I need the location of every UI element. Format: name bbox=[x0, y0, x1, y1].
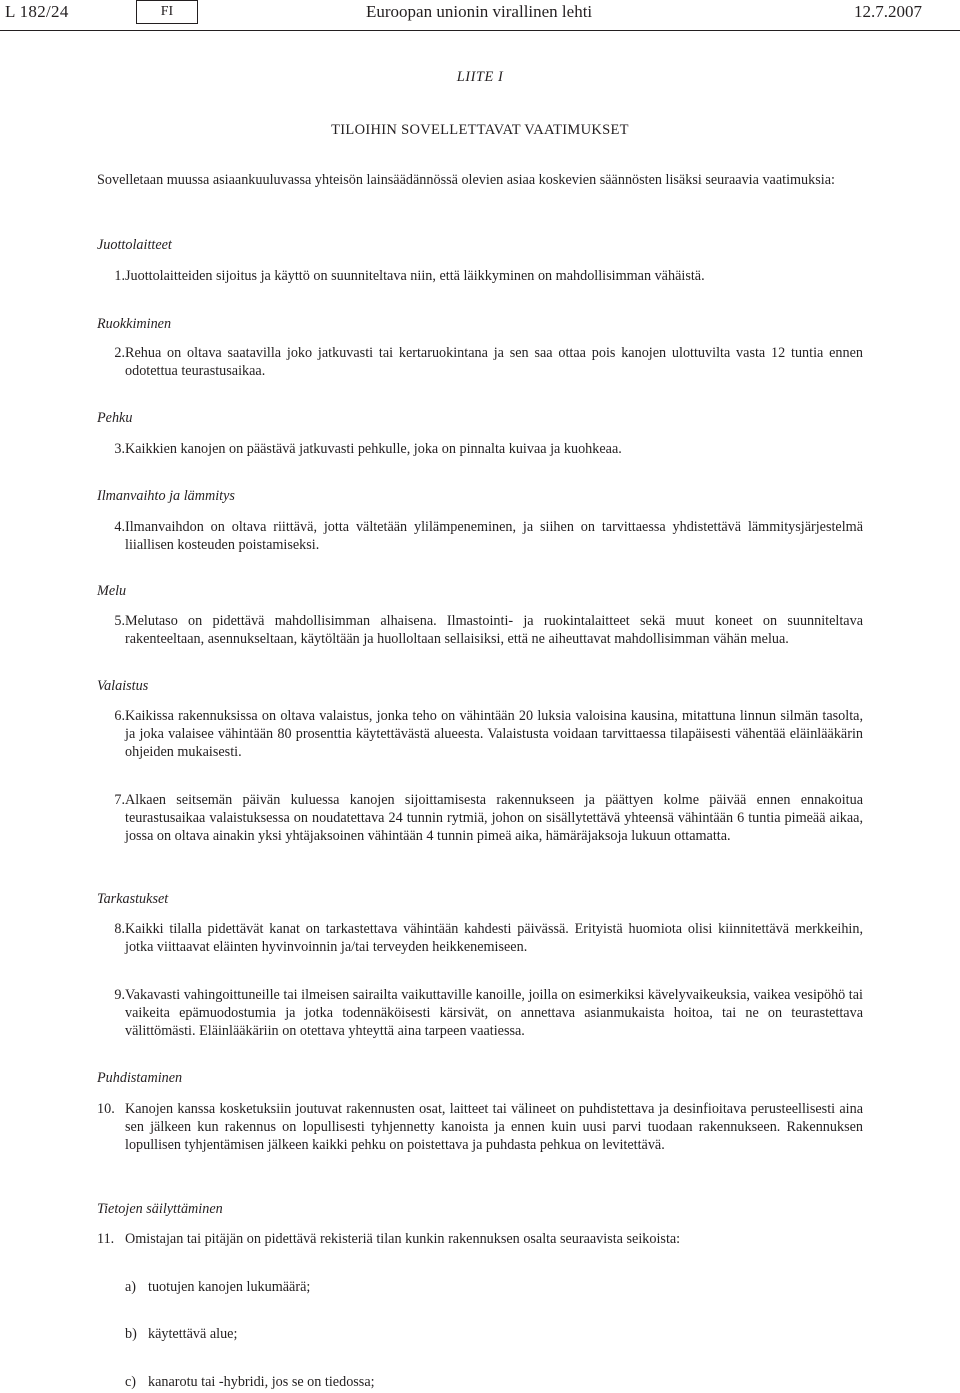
item-number: 3. bbox=[114, 441, 125, 457]
list-item bbox=[97, 344, 863, 380]
section-heading: Puhdistaminen bbox=[97, 1070, 183, 1086]
item-text: Vakavasti vahingoittuneille tai ilmeisen sairailta vaikuttaville kanoille, joilla on esimerkiksi kävelyvaikeuksia, vaikea vesipöhö tai vaikeita epämuodostumia ja jotka todennäköisesti kärsivät, on annettava asianmukaista hoitoa, tai ne on teurastettava välittömästi. Eläinlääkäriin on otettava yhteyttä aina tarpeen vaatiessa. bbox=[125, 987, 863, 1039]
section-heading: Melu bbox=[97, 583, 127, 599]
sub-item-label: a) bbox=[125, 1279, 137, 1295]
journal-title: Euroopan unionin virallinen lehti bbox=[366, 2, 593, 21]
item-text: Juottolaitteiden sijoitus ja käyttö on suunniteltava niin, että läikkyminen on mahdollisimman vähäistä. bbox=[125, 268, 705, 284]
page-reference: L 182/24 bbox=[5, 2, 69, 21]
list-item bbox=[97, 920, 863, 956]
item-text: Melutaso on pidettävä mahdollisimman alhaisena. Ilmastointi- ja ruokintalaitteet sekä muut koneet on suunniteltava rakenteeltaan, asennukseltaan, käytöltään ja huolloltaan sellaisiksi, että ne aiheuttavat mahdollisimman vähän melua. bbox=[125, 613, 863, 647]
item-number: 1. bbox=[114, 268, 125, 284]
item-number: 9. bbox=[114, 987, 125, 1003]
sub-item-label: b) bbox=[125, 1326, 137, 1342]
item-number: 2. bbox=[114, 345, 125, 361]
sub-list-item bbox=[125, 1325, 863, 1343]
sub-item-text: käytettävä alue; bbox=[148, 1326, 238, 1342]
item-number: 5. bbox=[114, 613, 125, 629]
sub-item-text: tuotujen kanojen lukumäärä; bbox=[148, 1279, 311, 1295]
item-number: 4. bbox=[114, 519, 125, 535]
page-header bbox=[0, 0, 960, 31]
list-item bbox=[97, 791, 863, 845]
annex-label: LIITE I bbox=[456, 69, 504, 85]
item-number: 11. bbox=[97, 1231, 115, 1247]
item-text: Kaikki tilalla pidettävät kanat on tarkastettava vähintään kahdesti päivässä. Erityistä huomiota olisi kiinnitettävä merkkeihin, jotka viittaavat eläinten hyvinvoinnin ja/tai terveyden heikkenemiseen. bbox=[125, 921, 863, 955]
item-text: Ilmanvaihdon on oltava riittävä, jotta vältetään ylilämpeneminen, ja siihen on tarvittaessa yhdistettävä lämmitysjärjestelmä liiallisen kosteuden poistamiseksi. bbox=[125, 519, 863, 553]
page-title: TILOIHIN SOVELLETTAVAT VAATIMUKSET bbox=[331, 122, 629, 138]
language-badge: FI bbox=[136, 0, 198, 24]
list-item bbox=[97, 1230, 863, 1248]
header-divider bbox=[0, 30, 960, 31]
sub-list-item bbox=[125, 1373, 863, 1391]
section-heading: Tarkastukset bbox=[97, 891, 169, 907]
list-item bbox=[97, 440, 863, 458]
intro-paragraph: Sovelletaan muussa asiaankuuluvassa yhteisön lainsäädännössä olevien asiaa koskevien säännösten lisäksi seuraavia vaatimuksia: bbox=[97, 172, 835, 188]
item-text: Kaikkien kanojen on päästävä jatkuvasti pehkulle, joka on pinnalta kuivaa ja kuohkeaa. bbox=[125, 441, 622, 457]
publication-date: 12.7.2007 bbox=[854, 2, 922, 21]
section-heading: Ilmanvaihto ja lämmitys bbox=[97, 488, 235, 504]
section-heading: Ruokkiminen bbox=[97, 316, 172, 332]
list-item bbox=[97, 986, 863, 1040]
section-heading: Juottolaitteet bbox=[97, 237, 172, 253]
sub-list-item bbox=[125, 1278, 863, 1296]
list-item bbox=[97, 1100, 863, 1154]
list-item bbox=[97, 707, 863, 761]
item-number: 10. bbox=[97, 1101, 115, 1117]
item-text: Alkaen seitsemän päivän kuluessa kanojen sijoittamisesta rakennukseen ja päättyen kolme päivää ennen ennakoitua teurastusaikaa valaistuksessa on noudatettava 24 tunnin rytmiä, johon on sisällytettävä yhteensä vähintään 6 tuntia pimeää aikaa, jossa on oltava ainakin yksi yhtäjaksoinen vähintään 4 tunnin pimeä aika, hämäräjaksoja lukuun ottamatta. bbox=[125, 792, 863, 844]
item-number: 7. bbox=[114, 792, 125, 808]
item-text: Kanojen kanssa kosketuksiin joutuvat rakennusten osat, laitteet tai välineet on puhdistettava ja desinfioitava perusteellisesti aina sen jälkeen kun rakennus on lopullisesti tyhjennetty kanoista ja ennen kuin uusi parvi tuodaan rakennukseen. Rakennuksen lopullisen tyhjentämisen jälkeen kaikki pehku on poistettava ja puhdasta pehkua on levitettävä. bbox=[125, 1101, 863, 1153]
item-text: Omistajan tai pitäjän on pidettävä rekisteriä tilan kunkin rakennuksen osalta seuraavista seikoista: bbox=[125, 1231, 681, 1247]
list-item bbox=[97, 267, 863, 285]
item-number: 6. bbox=[114, 708, 125, 724]
item-text: Rehua on oltava saatavilla joko jatkuvasti tai kertaruokintana ja sen saa ottaa pois kanojen ulottuvilta vasta 12 tuntia ennen odotettua teurastusaikaa. bbox=[125, 345, 863, 379]
item-number: 8. bbox=[114, 921, 125, 937]
sub-item-text: kanarotu tai -hybridi, jos se on tiedossa; bbox=[148, 1374, 375, 1390]
sub-item-label: c) bbox=[125, 1374, 137, 1390]
section-heading: Tietojen säilyttäminen bbox=[97, 1201, 223, 1217]
item-text: Kaikissa rakennuksissa on oltava valaistus, jonka teho on vähintään 20 luksia valoisina kausina, mitattuna linnun silmän tasolta, ja joka valaisee vähintään 80 prosenttia käytettävästä alueesta. Valaistusta voidaan tarvittaessa tilapäisesti vähentää eläinlääkärin ohjeiden mukaisesti. bbox=[125, 708, 863, 760]
section-heading: Pehku bbox=[97, 410, 133, 426]
section-heading: Valaistus bbox=[97, 678, 149, 694]
list-item bbox=[97, 612, 863, 648]
list-item bbox=[97, 518, 863, 554]
